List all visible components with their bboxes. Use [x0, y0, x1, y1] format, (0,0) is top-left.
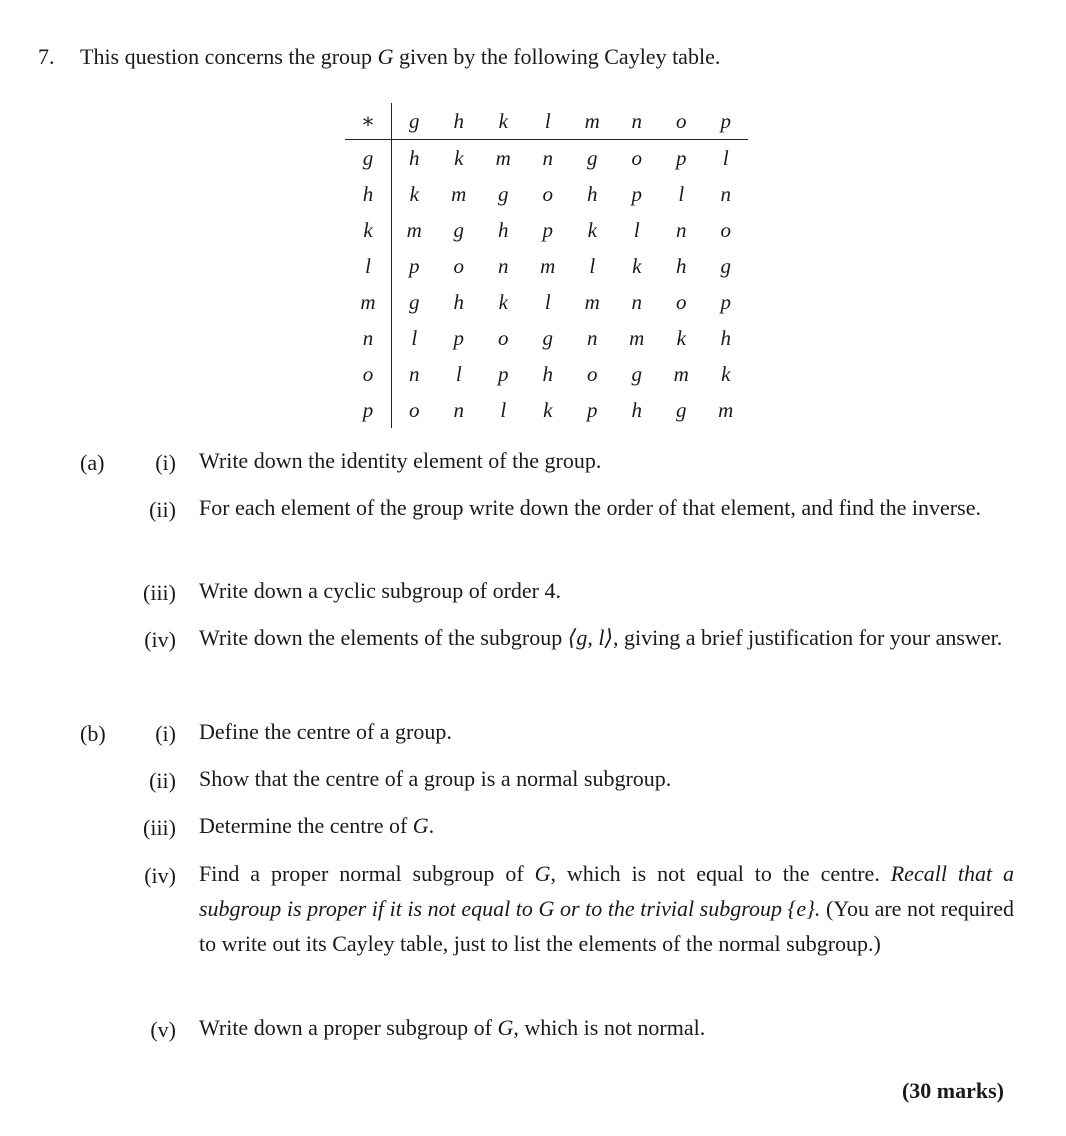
- cayley-row-label: m: [345, 284, 392, 320]
- cayley-cell: o: [631, 145, 642, 170]
- cayley-row: [345, 284, 748, 320]
- part-a-label: (a): [80, 450, 105, 475]
- cayley-row: [345, 212, 748, 248]
- cayley-cell: n: [542, 145, 553, 170]
- group-symbol: G: [534, 861, 551, 886]
- cayley-row: [345, 248, 748, 284]
- part-b-v-text: [199, 1010, 1014, 1045]
- text-fragment: Determine the centre of: [199, 813, 413, 838]
- cayley-cell: o: [453, 253, 464, 278]
- cayley-cell: h: [587, 181, 598, 206]
- cayley-cell: h: [720, 325, 731, 350]
- cayley-header-cell: m: [570, 103, 615, 140]
- cayley-cell: k: [454, 145, 464, 170]
- roman-numeral: (v): [150, 1017, 176, 1042]
- cayley-cell: k: [676, 325, 686, 350]
- cayley-cell: m: [540, 253, 556, 278]
- cayley-row: [345, 356, 748, 392]
- part-b-ii-text: Show that the centre of a group is a normal subgroup.: [199, 766, 672, 791]
- cayley-cell: l: [589, 253, 596, 278]
- roman-numeral: (iv): [144, 627, 176, 652]
- cayley-cell: k: [721, 361, 731, 386]
- cayley-cell: h: [631, 397, 642, 422]
- cayley-cell: m: [451, 181, 467, 206]
- cayley-cell: p: [542, 217, 553, 242]
- cayley-row-label: l: [345, 248, 392, 284]
- cayley-operator: ∗: [345, 103, 392, 140]
- marks-total: (30 marks): [901, 1078, 1004, 1103]
- cayley-header-row: [345, 103, 748, 140]
- cayley-row-label: k: [345, 212, 392, 248]
- cayley-cell: h: [453, 289, 464, 314]
- group-symbol: G: [377, 44, 394, 69]
- text-fragment: , which is not normal.: [513, 1015, 706, 1040]
- question-heading: [38, 44, 720, 70]
- cayley-cell: o: [676, 289, 687, 314]
- cayley-cell: m: [718, 397, 734, 422]
- cayley-row-label: n: [345, 320, 392, 356]
- cayley-cell: p: [676, 145, 687, 170]
- cayley-cell: o: [542, 181, 553, 206]
- cayley-cell: g: [676, 397, 687, 422]
- cayley-cell: o: [409, 397, 420, 422]
- text-fragment: Find a proper normal subgroup of: [199, 861, 535, 886]
- text-fragment: , which is not equal to the centre.: [550, 861, 891, 886]
- cayley-row: [345, 320, 748, 356]
- cayley-cell: m: [406, 217, 422, 242]
- cayley-header-cell: h: [437, 103, 482, 140]
- cayley-cell: g: [498, 181, 509, 206]
- cayley-cell: g: [453, 217, 464, 242]
- cayley-row-label: p: [345, 392, 392, 428]
- cayley-cell: o: [720, 217, 731, 242]
- cayley-header-cell: k: [481, 103, 526, 140]
- group-symbol: G: [497, 1015, 514, 1040]
- text-fragment: .: [814, 896, 821, 921]
- cayley-cell: h: [409, 145, 420, 170]
- cayley-cell: h: [676, 253, 687, 278]
- cayley-cell: o: [587, 361, 598, 386]
- text-fragment: Write down the elements of the subgroup: [199, 625, 568, 650]
- cayley-cell: g: [409, 289, 420, 314]
- question-intro-suffix: given by the following Cayley table.: [393, 44, 721, 69]
- roman-numeral: (i): [155, 721, 176, 746]
- cayley-cell: l: [455, 361, 462, 386]
- group-symbol: G: [538, 896, 555, 921]
- roman-numeral: (iv): [144, 863, 176, 888]
- cayley-row-label: h: [345, 176, 392, 212]
- part-a-ii-text: For each element of the group write down the order of that element, and find the inverse.: [199, 495, 981, 520]
- question-number: 7.: [38, 44, 55, 69]
- cayley-cell: m: [495, 145, 511, 170]
- text-fragment: Write down a proper subgroup of: [199, 1015, 498, 1040]
- roman-numeral: (iii): [143, 815, 176, 840]
- text-fragment: or to the trivial subgroup: [554, 896, 788, 921]
- cayley-row: [345, 392, 748, 428]
- cayley-cell: l: [500, 397, 507, 422]
- question-intro-prefix: This question concerns the group: [80, 44, 378, 69]
- cayley-cell: n: [676, 217, 687, 242]
- cayley-cell: n: [720, 181, 731, 206]
- cayley-cell: g: [720, 253, 731, 278]
- cayley-cell: l: [411, 325, 418, 350]
- roman-numeral: (ii): [149, 497, 176, 522]
- cayley-cell: p: [720, 289, 731, 314]
- cayley-row-label: o: [345, 356, 392, 392]
- cayley-header-cell: l: [526, 103, 571, 140]
- cayley-cell: n: [631, 289, 642, 314]
- cayley-header-cell: g: [392, 103, 437, 140]
- trivial-subgroup: {e}: [787, 896, 815, 921]
- cayley-header-cell: o: [659, 103, 704, 140]
- cayley-cell: k: [587, 217, 597, 242]
- cayley-table: [345, 103, 748, 428]
- cayley-header-cell: n: [615, 103, 660, 140]
- roman-numeral: (iii): [143, 580, 176, 605]
- part-b-iv-text: [199, 856, 1014, 961]
- part-b-i-text: Define the centre of a group.: [199, 719, 452, 744]
- group-symbol: G: [412, 813, 429, 838]
- cayley-cell: p: [631, 181, 642, 206]
- cayley-cell: l: [722, 145, 729, 170]
- cayley-row: [345, 176, 748, 212]
- parenthetical-note: (You are not required to write out its Cayley table, just to list the elements of the normal subgroup.): [199, 896, 1015, 956]
- part-a-iv-text: [199, 620, 1014, 655]
- cayley-cell: p: [409, 253, 420, 278]
- part-b-iii-text: [199, 808, 1014, 843]
- cayley-cell: m: [673, 361, 689, 386]
- cayley-cell: n: [453, 397, 464, 422]
- text-fragment: Recall that a subgroup is proper if it is not equal to: [199, 861, 1014, 921]
- cayley-header-cell: p: [704, 103, 749, 140]
- cayley-cell: l: [544, 289, 551, 314]
- cayley-cell: g: [587, 145, 598, 170]
- cayley-cell: m: [584, 289, 600, 314]
- cayley-cell: l: [678, 181, 685, 206]
- roman-numeral: (i): [155, 450, 176, 475]
- part-b-label: (b): [80, 721, 106, 746]
- cayley-cell: g: [542, 325, 553, 350]
- cayley-cell: m: [629, 325, 645, 350]
- cayley-cell: l: [633, 217, 640, 242]
- text-fragment: .: [428, 813, 435, 838]
- cayley-cell: p: [498, 361, 509, 386]
- cayley-row-label: g: [345, 140, 392, 177]
- cayley-cell: k: [632, 253, 642, 278]
- cayley-cell: o: [498, 325, 509, 350]
- cayley-cell: n: [587, 325, 598, 350]
- cayley-cell: k: [409, 181, 419, 206]
- cayley-cell: h: [498, 217, 509, 242]
- cayley-cell: n: [498, 253, 509, 278]
- part-a-i-text: Write down the identity element of the group.: [199, 448, 602, 473]
- cayley-cell: g: [631, 361, 642, 386]
- text-fragment: , giving a brief justification for your answer.: [613, 625, 1003, 650]
- cayley-row: [345, 140, 748, 177]
- cayley-cell: k: [543, 397, 553, 422]
- subgroup-generators: ⟨g, l⟩: [567, 625, 614, 650]
- part-a-iii-text: Write down a cyclic subgroup of order 4.: [199, 578, 562, 603]
- cayley-cell: k: [498, 289, 508, 314]
- roman-numeral: (ii): [149, 768, 176, 793]
- cayley-cell: p: [453, 325, 464, 350]
- cayley-cell: p: [587, 397, 598, 422]
- cayley-cell: n: [409, 361, 420, 386]
- cayley-cell: h: [542, 361, 553, 386]
